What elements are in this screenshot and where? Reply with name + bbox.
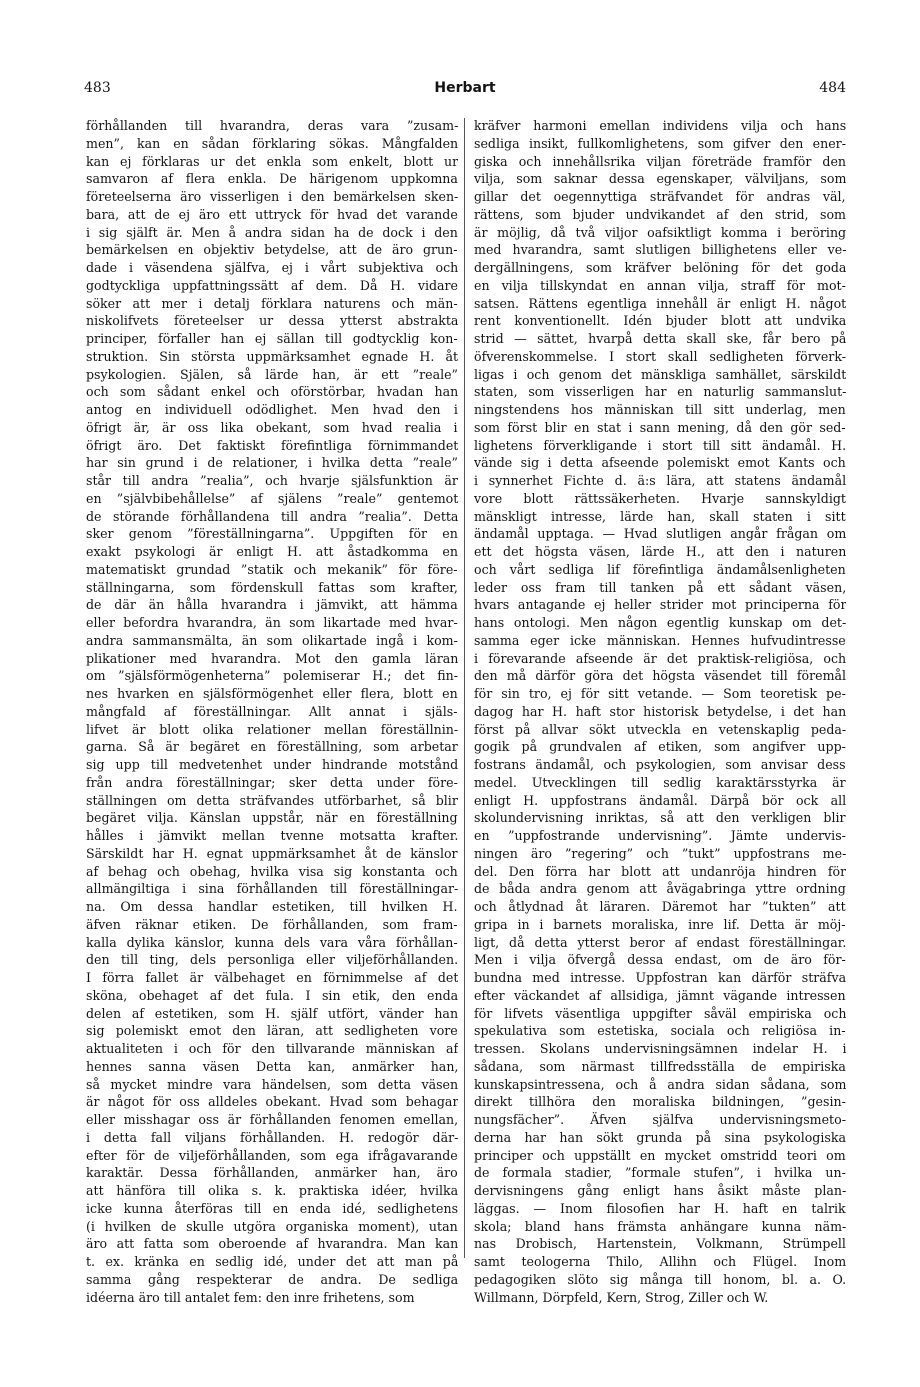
text-line: allmängiltiga i sina förhållanden till föreställningar- <box>86 881 458 897</box>
text-line: psykologien. Själen, så lärde han, är ett ”reale” <box>86 366 458 382</box>
text-line: sådana, som närmast tillfredsställa de empiriska <box>474 1058 846 1074</box>
text-line: nas Drobisch, Hartenstein, Volkmann, Strümpell <box>474 1236 846 1252</box>
text-line: dade i väsendena själfva, ej i vårt subjektiva och <box>86 260 458 275</box>
text-line: andra sammansmälta, än som olikartade ingå i kom- <box>86 632 458 648</box>
text-line: är något för oss alldeles obekant. Hvad som behagar <box>86 1094 458 1110</box>
text-line: dagog har H. haft stor historisk betydelse, i det han <box>474 703 846 719</box>
text-line: bara, att de ej äro ett uttryck för hvad det varande <box>86 206 458 222</box>
text-line: för sin tro, ej för sitt vetande. — Som teoretisk pe- <box>474 686 846 701</box>
text-line: rent konventionellt. Idén bjuder blott att undvika <box>474 313 846 329</box>
text-line: söker att mer i detalj förklara naturens och män- <box>86 295 458 311</box>
text-line: öfverenskommelse. I stort skall sedligheten förverk- <box>474 348 846 364</box>
text-line: t. ex. kränka en sedlig idé, under det att man på <box>86 1254 458 1269</box>
text-line: de båda andra genom att åvägabringa yttre ordning <box>474 881 846 897</box>
text-line: kräfver harmoni emellan individens vilja och hans <box>474 118 846 133</box>
text-line: de formala stadier, ”formale stufen”, i hvilka un- <box>474 1165 846 1181</box>
text-line: ligt, då detta ytterst beror af endast föreställningar. <box>474 934 846 950</box>
text-line: bundna med intresse. Uppfostran kan därför sträfva <box>474 970 846 985</box>
text-line: Men i vilja öfvergå dessa endast, om de äro för- <box>474 952 846 968</box>
text-line: hvars antagande ej heller strider mot principerna för <box>474 597 846 613</box>
text-line: i detta fall viljans förhållanden. H. redogör där- <box>86 1129 458 1145</box>
text-line: efter för de viljeförhållanden, som ega ifrågavarande <box>86 1147 458 1163</box>
text-line: och åtlydnad åt läraren. Däremot har ”tukten” att <box>474 899 846 914</box>
text-line: satsen. Rättens egentliga innehåll är enligt H. något <box>474 295 846 311</box>
text-line: men”, kan en sådan förklaring sökas. Mångfalden <box>86 135 458 151</box>
page-number-left: 483 <box>84 80 111 96</box>
text-line: dervisningens gång enligt hans åsikt måste plan- <box>474 1183 846 1198</box>
text-line: nes hvarken en själsförmögenhet eller flera, blott en <box>86 686 458 701</box>
text-line: den må därför göra det högsta väsendet till föremål <box>474 668 846 684</box>
text-line: icke kunna återföras till en enda idé, sedlighetens <box>86 1200 458 1216</box>
text-line: nungsfächer”. Äfven själfva undervisningsmeto- <box>474 1112 846 1127</box>
text-line: niskolifvets företeelser ur dessa ytterst abstrakta <box>86 313 458 329</box>
text-line: den till ting, dels personliga eller viljeförhållanden. <box>86 952 458 968</box>
text-line: dergällningens, som kräfver belöning för det goda <box>474 260 846 275</box>
text-line: är möjlig, då två viljor oafsiktligt komma i beröring <box>474 224 846 240</box>
text-line: Särskildt har H. egnat uppmärksamhet åt de känslor <box>86 845 458 861</box>
text-line: för lifvets väsentliga uppgifter såväl empiriska och <box>474 1005 846 1021</box>
text-line: står till andra ”realia”, och hvarje själsfunktion är <box>86 473 458 488</box>
text-line: vilja, som saknar dessa egenskaper, välviljans, som <box>474 171 846 187</box>
text-line: gripa in i barnets moraliska, inre lif. Detta är möj- <box>474 916 846 932</box>
text-line: hans ontologi. Men någon egentlig kunskap om det- <box>474 615 846 630</box>
text-line: ligas i och genom det mänskliga samhället, särskildt <box>474 366 846 382</box>
text-line: godtyckliga uppfattningssätt af dem. Då H. vidare <box>86 277 458 293</box>
text-line: och vårt sedliga lif förefintliga ändamålsenligheten <box>474 561 846 577</box>
text-line: de störande förhållandena till andra ”realia”. Detta <box>86 508 458 524</box>
text-line: delen af estetiken, som H. själf utfört, vänder han <box>86 1005 458 1021</box>
text-line: ningen äro ”regering” och ”tukt” uppfostrans me- <box>474 845 846 861</box>
text-line: samt teologerna Thilo, Allihn och Flügel. Inom <box>474 1254 846 1269</box>
text-line: skolundervisning inriktas, så att den verkligen blir <box>474 810 846 826</box>
text-line: vände sig i detta afseende polemiskt emot Kants och <box>474 455 846 471</box>
text-line: ändamål upptaga. — Hvad slutligen angår frågan om <box>474 526 846 542</box>
text-line: staten, som visserligen har en naturlig sammanslut- <box>474 384 846 400</box>
text-line: gogik på grundvalen af etiken, som angifver upp- <box>474 739 846 755</box>
text-line: öfrigt äro. Det faktiskt förefintliga förnimmandet <box>86 437 458 453</box>
left-column <box>86 117 458 1306</box>
text-line: fostrans ändamål, och psykologien, som anvisar dess <box>474 757 846 772</box>
text-line: ställningen om detta sträfvandes utförbarhet, så blir <box>86 792 458 808</box>
text-line: mångfald af föreställningar. Allt annat i själs- <box>86 703 458 719</box>
text-line: en vilja tillskyndat en annan vilja, straff för mot- <box>474 277 846 293</box>
text-line: hennes sanna väsen Detta kan, anmärker han, <box>86 1058 458 1074</box>
page-title: Herbart <box>434 80 496 96</box>
text-line: och som sådant enkel och oförstörbar, hvadan han <box>86 384 458 400</box>
text-line: som först blir en stat i sann mening, då den gör sed- <box>474 419 846 435</box>
text-line: gillar det oegennyttiga sträfvandet för andras väl, <box>474 189 846 204</box>
text-line: bemärkelsen en objektiv betydelse, att de äro grun- <box>86 242 458 258</box>
text-line: begäret vilja. Känslan uppstår, när en föreställning <box>86 810 458 826</box>
text-line: struktion. Sin största uppmärksamhet egnade H. åt <box>86 348 458 364</box>
text-line: Willmann, Dörpfeld, Kern, Strog, Ziller och W. <box>474 1289 769 1305</box>
text-line: förhållanden till hvarandra, deras vara ”zusam- <box>86 118 458 133</box>
text-line: läggas. — Inom filosofien har H. haft en talrik <box>474 1200 846 1216</box>
text-line: i förevarande afseende är det praktisk-religiösa, och <box>474 650 846 666</box>
text-line: matematiskt grundad ”statik och mekanik” för före- <box>86 561 458 577</box>
text-line: sig polemiskt emot den läran, att sedligheten vore <box>86 1023 458 1039</box>
text-line: principer och uppställt en mycket omstridd teori om <box>474 1147 846 1163</box>
page-number-right: 484 <box>819 80 846 96</box>
text-line: samma eger icke människan. Hennes hufvudintresse <box>474 632 846 648</box>
text-line: ett det högsta väsen, lärde H., att den i naturen <box>474 544 846 559</box>
text-line: eller misshagar oss är förhållanden fenomen emellan, <box>86 1112 458 1127</box>
text-line: garna. Så är begäret en föreställning, som arbetar <box>86 739 458 755</box>
text-line: ställningarna, som fördenskull fattas som krafter, <box>86 579 458 595</box>
text-line: en ”självbibehållelse” af själens ”reale” gentemot <box>86 490 458 506</box>
text-line: mänskligt intresse, lärde han, skall staten i sitt <box>474 508 846 524</box>
text-line: med hvarandra, samt slutligen billighetens eller ve- <box>474 242 846 258</box>
text-line: att hänföra till olika s. k. praktiska idéer, hvilka <box>86 1183 458 1198</box>
text-line: na. Om dessa handlar estetiken, till hvilken H. <box>86 899 458 914</box>
text-line: eller befordra hvarandra, än som likartade med hvar- <box>86 615 458 630</box>
text-line: om ”själsförmögenheterna” polemiserar H.; det fin- <box>86 668 458 684</box>
text-line: samvaron af flera enkla. De härigenom uppkomna <box>86 171 458 187</box>
text-line: tressen. Skolans undervisningsämnen indelar H. i <box>474 1041 846 1056</box>
text-line: vore blott rättssäkerheten. Hvarje sannskyldigt <box>474 490 846 506</box>
text-line: kunskapsintressena, och å andra sidan sådana, som <box>474 1076 846 1092</box>
text-line: I förra fallet är välbehaget en förnimmelse af det <box>86 970 458 985</box>
text-line: sedliga insikt, fullkomlighetens, som gifver den ener- <box>474 135 846 151</box>
text-line: först på allvar sökt utveckla en vetenskaplig peda- <box>474 721 846 737</box>
text-line: kalla dylika känslor, kunna dels vara våra förhållan- <box>86 934 458 950</box>
text-line: har sin grund i de relationer, i hvilka detta ”reale” <box>86 455 458 471</box>
text-line: sker genom ”föreställningarna”. Uppgiften för en <box>86 526 458 542</box>
text-line: plikationer med hvarandra. Mot den gamla läran <box>86 650 458 666</box>
text-line: derna har han sökt grunda på sina psykologiska <box>474 1129 846 1145</box>
running-head <box>84 80 846 102</box>
text-line: del. Den förra har blott att undanröja hindren för <box>474 863 846 879</box>
text-line: af behag och obehag, hvilka visa sig konstanta och <box>86 863 458 879</box>
text-line: hålles i jämvikt mellan tvenne motsatta krafter. <box>86 828 458 843</box>
text-line: direkt tillhöra den moraliska bildningen, ”gesin- <box>474 1094 846 1110</box>
text-line: spekulativa som estetiska, sociala och religiösa in- <box>474 1023 846 1039</box>
text-line: företeelserna äro visserligen i den bemärkelsen sken- <box>86 189 458 204</box>
text-line: lifvet är blott olika relationer mellan föreställnin- <box>86 721 458 737</box>
text-line: sig upp till medvetenhet under hindrande motstånd <box>86 757 458 772</box>
text-line: efter väckandet af allsidiga, jämnt vägande intressen <box>474 987 846 1003</box>
text-line: sköna, obehaget af det fula. I sin etik, den enda <box>86 987 458 1003</box>
text-line: så mycket mindre vara händelsen, som detta väsen <box>86 1076 458 1092</box>
text-line: principer, förfaller han ej sällan till godtycklig kon- <box>86 331 458 346</box>
text-line: rättens, som bjuder undvikandet af den strid, som <box>474 206 846 222</box>
text-line: kan ej förklaras ur det enkla som enkelt, blott ur <box>86 153 458 169</box>
text-line: lighetens förverkligande i stort till sitt ändamål. H. <box>474 437 846 453</box>
text-line: enligt H. uppfostrans ändamål. Därpå bör ock all <box>474 792 846 808</box>
text-line: de där än hålla hvarandra i jämvikt, att hämma <box>86 597 458 613</box>
text-line: samma gång respekterar de andra. De sedliga <box>86 1271 458 1287</box>
text-line: medel. Utvecklingen till sedlig karaktärsstyrka är <box>474 774 846 790</box>
text-line: från andra föreställningar; sker detta under före- <box>86 774 458 790</box>
text-line: äro att fatta som oberoende af hvarandra. Man kan <box>86 1236 458 1252</box>
text-line: exakt psykologi är enligt H. att åstadkomma en <box>86 544 458 559</box>
text-line: skola; bland hans främsta anhängare kunna näm- <box>474 1218 846 1234</box>
text-line: idéerna äro till antalet fem: den inre frihetens, som <box>86 1289 415 1305</box>
text-line: strid — sättet, hvarpå detta skall ske, får bero på <box>474 331 846 346</box>
text-line: (i hvilken de skulle utgöra organiska moment), utan <box>86 1218 458 1234</box>
text-line: leder oss fram till tanken på ett sådant väsen, <box>474 579 846 595</box>
text-line: aktualiteten i och för den tillvarande människan af <box>86 1041 458 1056</box>
text-line: antog en individuell odödlighet. Men hvad den i <box>86 402 458 417</box>
text-line: karaktär. Dessa förhållanden, anmärker han, äro <box>86 1165 458 1181</box>
text-line: öfrigt är, är oss lika obekant, som hvad realia i <box>86 419 458 435</box>
text-line: i sig själft är. Men å andra sidan ha de dock i den <box>86 224 458 240</box>
text-line: pedagogiken slöto sig många till honom, bl. a. O. <box>474 1271 846 1287</box>
text-line: giska och innehållsrika viljan företräde framför den <box>474 153 846 169</box>
right-column <box>474 117 846 1306</box>
text-line: äfven räknar etiken. De förhållanden, som fram- <box>86 916 458 932</box>
text-line: en ”uppfostrande undervisning”. Jämte undervis- <box>474 828 846 843</box>
text-line: i synnerhet Fichte d. ä:s lära, att statens ändamål <box>474 473 846 488</box>
column-divider <box>464 118 465 1258</box>
text-line: ningstendens hos människan till sitt underlag, men <box>474 402 846 417</box>
